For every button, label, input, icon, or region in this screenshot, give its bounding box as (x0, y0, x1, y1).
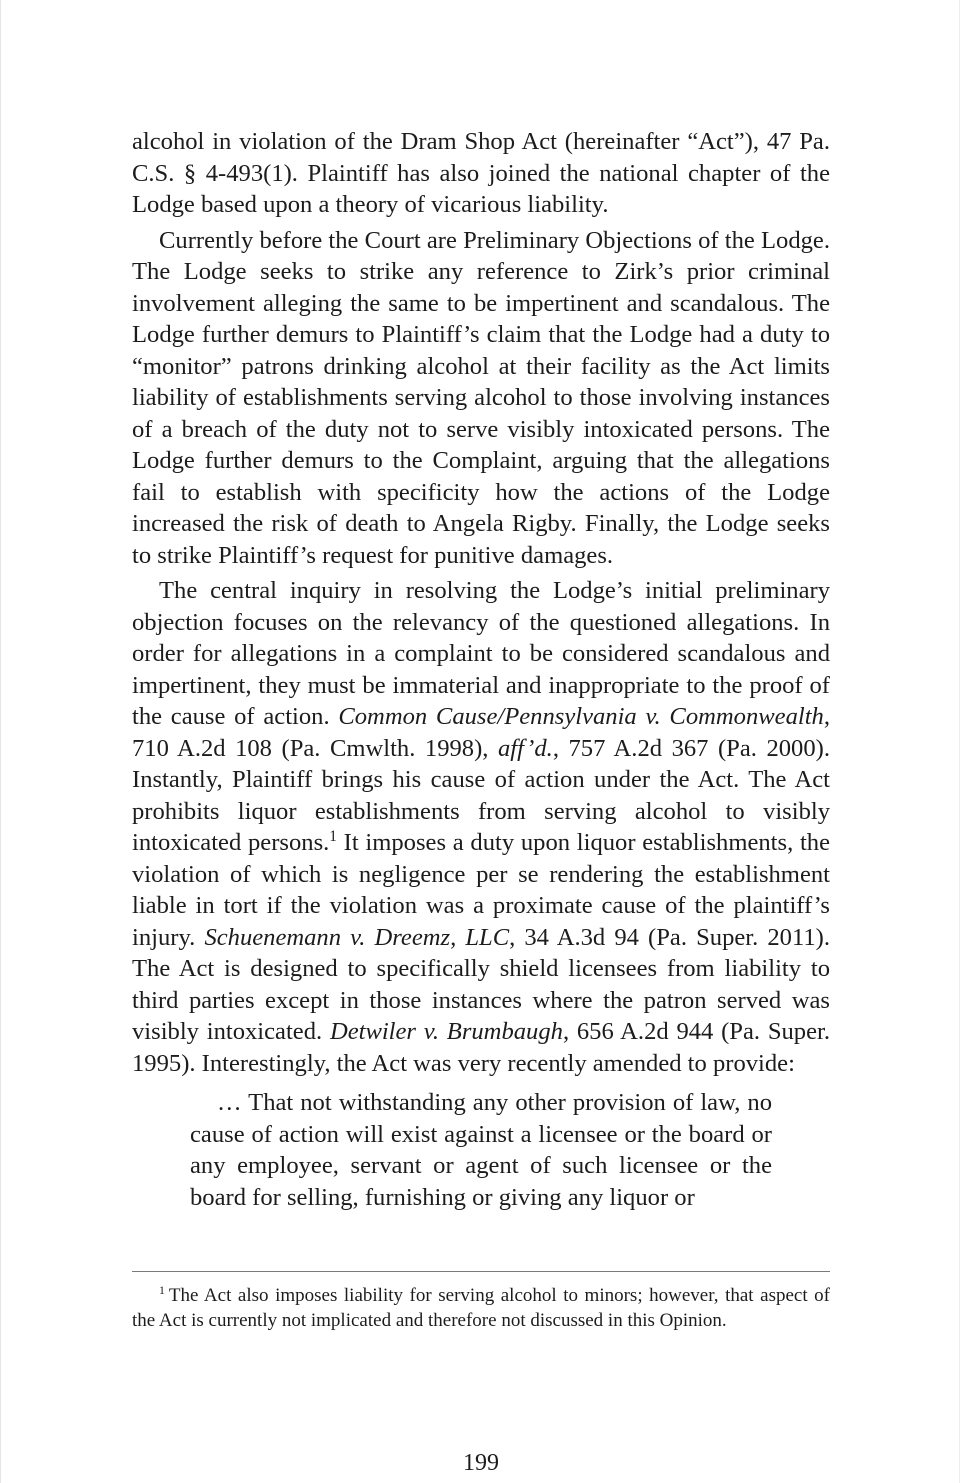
paragraph-3-text-e: , 34 A.3d 94 (Pa. Super. 2011). The Act is designed to specifically shield licensees from liability to third parties except in those instances where the patron served was visibly intoxicated. (132, 923, 830, 1045)
page-number: 199 (463, 1450, 499, 1476)
paragraph-3-text-c: , 757 A.2d 367 (Pa. 2000). Instantly, Plaintiff brings his cause of action under the Act. The Act prohibits liquor establishments from serving alcohol to visibly intoxicated persons. (132, 734, 830, 856)
citation-affd: aff’d. (497, 734, 553, 762)
paragraph-3-text-d: It imposes a duty upon liquor establishments, the violation of which is negligence per se rendering the establishment liable in tort if the violation was a proximate cause of the plaintiff’s injury. (132, 829, 831, 951)
paragraph-2: Currently before the Court are Preliminary Objections of the Lodge. The Lodge seeks to strike any reference to Zirk’s prior criminal involvement alleging the same to be impertinent and scandalous. The Lodge further demurs to Plaintiff’s claim that the Lodge had a duty to “monitor” patrons drinking alcohol at their facility as the Act limits liability of establishments serving alcohol to those involving instances of a breach of the duty not to serve visibly intoxicated persons. The Lodge further demurs to the Complaint, arguing that the allegations fail to establish with specificity how the actions of the Lodge increased the risk of death to Angela Rigby. Finally, the Lodge seeks to strike Plaintiff’s request for punitive damages. (132, 226, 830, 569)
footnote-text: The Act also imposes liability for serving alcohol to minors; however, that aspect of the Act is currently not implicated and therefore not discussed in this Opinion. (132, 1285, 830, 1331)
footnote-divider (132, 1271, 830, 1272)
citation-detwiler: Detwiler v. Brumbaugh (329, 1018, 563, 1045)
body-text (132, 126, 830, 1213)
footnote-reference[interactable]: 1 (329, 827, 337, 845)
citation-schuenemann: Schuenemann v. Dreemz, LLC (204, 923, 510, 951)
footnotes (132, 1283, 830, 1333)
paragraph-1: alcohol in violation of the Dram Shop Act (hereinafter “Act”), 47 Pa. C.S. § 4-493(1). Plaintiff has also joined the national chapter of the Lodge based upon a theory of vicarious liability. (132, 128, 830, 218)
paragraph-3 (132, 575, 830, 1079)
paragraph-3-text-a: The central inquiry in resolving the Lodge’s initial preliminary objection focuses on the relevancy of the questioned allegations. In order for allegations in a complaint to be considered scandalous and impertinent, they must be immaterial and inappropriate to the proof of the cause of action. (132, 577, 830, 730)
footnote-mark: 1 (159, 1283, 165, 1297)
paragraph-3-text-f: , 656 A.2d 944 (Pa. Super. 1995). Interestingly, the Act was very recently amended to provide: (132, 1018, 830, 1077)
block-quote: … That not withstanding any other provision of law, no cause of action will exist against a licensee or the board or any employee, servant or agent of such licensee or the board for selling, furnishing or giving any liquor or (190, 1089, 772, 1211)
citation-common-cause: Common Cause/Pennsylvania v. Commonwealth (338, 703, 824, 730)
footnote-1 (132, 1283, 830, 1333)
paragraph-3-text-b: , 710 A.2d 108 (Pa. Cmwlth. 1998), (132, 703, 830, 762)
